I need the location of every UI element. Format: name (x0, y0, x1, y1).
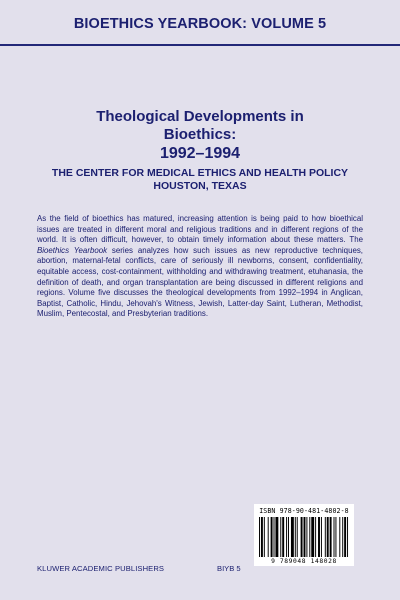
barcode-bar (315, 517, 316, 557)
barcode-bar (335, 517, 336, 557)
barcode-bar (334, 517, 335, 557)
barcode-bar (309, 517, 310, 557)
barcode-bar (274, 517, 275, 557)
isbn-number: ISBN 978-90-481-4802-8 (259, 507, 349, 515)
barcode-bar (280, 517, 281, 557)
barcode-bar (271, 517, 273, 557)
description-text-start: As the field of bioethics has matured, increasing attention is being paid to how bioethical issues are treated in different moral and religious traditions and in different regions of the world. It is often difficult, however, to obtain timely information about these matters. The (37, 214, 363, 245)
barcode-bar (291, 517, 294, 557)
barcode-bar (301, 517, 303, 557)
barcode-bar (325, 517, 326, 557)
book-title-line-1: Theological Developments in (96, 108, 304, 125)
barcode-icon (259, 517, 349, 557)
barcode-bar (286, 517, 287, 557)
description-series-name: Bioethics Yearbook (37, 245, 108, 255)
description-text-end: series analyzes how such issues as new reproductive techniques, abortion, maternal-fetal conflicts, care of seriously ill newborns, consent, confidentiality, equitable access, cost-containment, withholding and withdrawing treatment, etuhanasia, the definition of death, and organ transplantation are being discussed in different religions and regions. Volume five discusses the theological developments from 1992–1994 in Anglican, Baptist, Catholic, Hindu, Jehovah's Witness, Jewish, Latter-day Saint, Lutheran, Methodist, Muslim, Pentecostal, and Presbyterian traditions. (37, 245, 363, 319)
series-title: BIOETHICS YEARBOOK: VOLUME 5 (73, 16, 327, 32)
barcode-bar (339, 517, 340, 557)
publisher-name: KLUWER ACADEMIC PUBLISHERS (37, 564, 165, 573)
barcode-bar (297, 517, 298, 557)
barcode-bar (306, 517, 307, 557)
book-description (37, 214, 363, 320)
barcode-bar (311, 517, 314, 557)
barcode-bar (342, 517, 343, 557)
header-rule (0, 44, 400, 46)
barcode-bar (282, 517, 284, 557)
barcode-digits: 9 789048 148028 (271, 558, 337, 565)
book-title-years: 1992–1994 (159, 145, 241, 162)
barcode-bar (330, 517, 332, 557)
barcode-bar (268, 517, 269, 557)
barcode-bar (275, 517, 278, 557)
barcode-bar (347, 517, 348, 557)
isbn-barcode-panel (254, 504, 354, 566)
barcode-bar (344, 517, 346, 557)
barcode-bar (321, 517, 322, 557)
barcode-bar (304, 517, 306, 557)
barcode-bar (261, 517, 263, 557)
book-title-line-2: Bioethics: (163, 126, 237, 143)
institution-location: HOUSTON, TEXAS (153, 180, 247, 192)
institution-name: THE CENTER FOR MEDICAL ETHICS AND HEALTH POLICY (51, 167, 349, 179)
barcode-bar (295, 517, 296, 557)
barcode-bar (327, 517, 329, 557)
barcode-bar (288, 517, 289, 557)
series-code: BIYB 5 (217, 564, 241, 573)
barcode-bar (264, 517, 265, 557)
barcode-bar (318, 517, 320, 557)
barcode-bar (259, 517, 260, 557)
